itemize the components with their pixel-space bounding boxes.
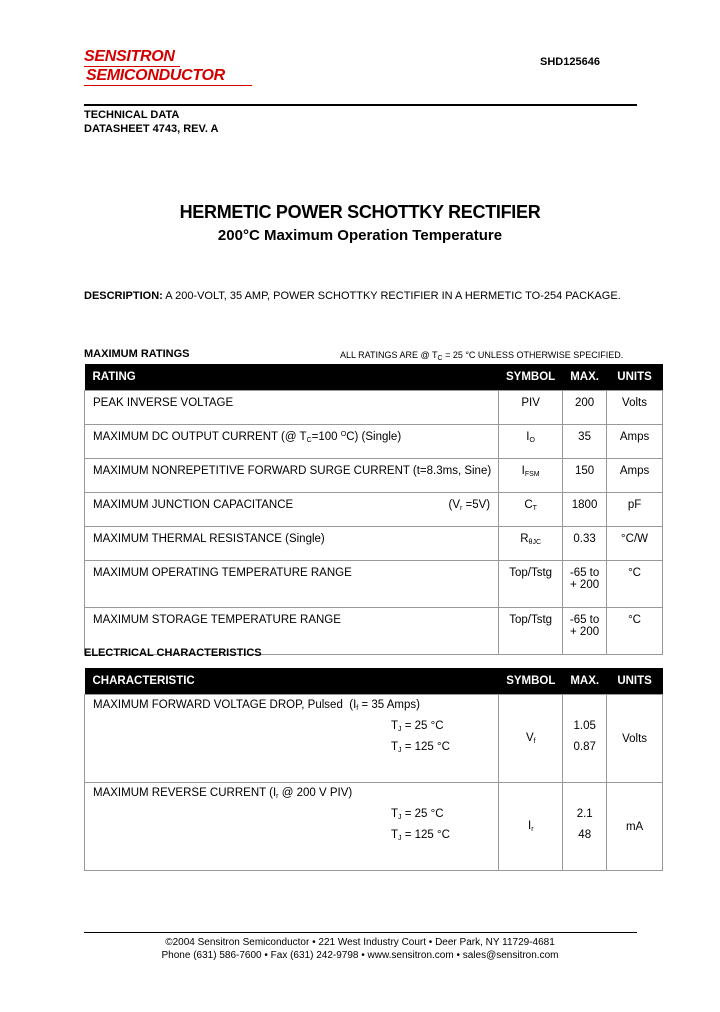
rating-units: Amps	[607, 425, 663, 459]
rating-symbol: $C_T$	[499, 493, 563, 527]
description-label: DESCRIPTION:	[84, 290, 163, 302]
rating-units: °C/W	[607, 527, 663, 561]
characteristic-max: 1.05 0.87	[563, 695, 607, 783]
rating-max: -65 to + 200	[563, 608, 607, 655]
rating-symbol: $R_{\theta JC}$	[499, 527, 563, 561]
electrical-table	[84, 668, 663, 871]
table-row	[85, 493, 663, 527]
characteristic-symbol: $V_f$	[499, 695, 563, 783]
characteristic-symbol: $I_r$	[499, 783, 563, 871]
footer-address: ©2004 Sensitron Semiconductor • 221 West Industry Court • Deer Park, NY 11729-4681	[165, 937, 555, 948]
column-header: SYMBOL	[499, 364, 563, 391]
rating-name: MAXIMUM JUNCTION CAPACITANCE $(V_r =5V)$	[85, 493, 499, 527]
characteristic-units: mA	[607, 783, 663, 871]
document-subtitle: 200°C Maximum Operation Temperature	[217, 227, 503, 244]
max-ratings-heading: MAXIMUM RATINGS	[84, 348, 190, 360]
ratings-note: ALL RATINGS ARE @ $T_C = 25$ °C UNLESS OTHERWISE SPECIFIED.	[340, 350, 624, 362]
column-header: RATING	[85, 364, 499, 391]
rating-max: 35	[563, 425, 607, 459]
column-header: UNITS	[607, 668, 663, 695]
document-title: HERMETIC POWER SCHOTTKY RECTIFIER	[179, 202, 541, 222]
table-row	[85, 695, 663, 783]
logo-line-1: SENSITRON	[84, 48, 180, 67]
electrical-heading: ELECTRICAL CHARACTERISTICS	[84, 647, 262, 659]
rating-name: MAXIMUM THERMAL RESISTANCE (Single)	[85, 527, 499, 561]
characteristic-name: MAXIMUM REVERSE CURRENT ($I_r$ @ 200 V PIV) $T_J = 25$ °C $T_J = 125$ °C	[85, 783, 499, 871]
table-header-row	[85, 668, 663, 695]
max-ratings-table	[84, 364, 663, 655]
rating-name: MAXIMUM DC OUTPUT CURRENT (@ $T_C=100$ $^O$C) (Single)	[85, 425, 499, 459]
rating-max: 200	[563, 391, 607, 425]
column-header: SYMBOL	[499, 668, 563, 695]
rating-units: °C	[607, 561, 663, 608]
rating-name: MAXIMUM STORAGE TEMPERATURE RANGE	[85, 608, 499, 655]
rating-symbol: $I_{FSM}$	[499, 459, 563, 493]
rating-max: 1800	[563, 493, 607, 527]
logo-line-2: SEMICONDUCTOR	[84, 67, 252, 86]
rating-units: pF	[607, 493, 663, 527]
company-logo	[84, 48, 252, 86]
rating-symbol: PIV	[499, 391, 563, 425]
table-row	[85, 527, 663, 561]
column-header: UNITS	[607, 364, 663, 391]
column-header: MAX.	[563, 364, 607, 391]
rating-max: 0.33	[563, 527, 607, 561]
rating-name: MAXIMUM OPERATING TEMPERATURE RANGE	[85, 561, 499, 608]
technical-data-label: TECHNICAL DATA	[84, 109, 180, 121]
table-row	[85, 425, 663, 459]
description	[84, 289, 636, 304]
description-text: A 200-VOLT, 35 AMP, POWER SCHOTTKY RECTIFIER IN A HERMETIC TO-254 PACKAGE.	[165, 290, 621, 302]
rating-units: °C	[607, 608, 663, 655]
table-row	[85, 561, 663, 608]
table-row	[85, 459, 663, 493]
part-number: SHD125646	[540, 56, 600, 68]
rating-max: -65 to + 200	[563, 561, 607, 608]
rating-units: Volts	[607, 391, 663, 425]
table-row	[85, 391, 663, 425]
rating-symbol: Top/Tstg	[499, 561, 563, 608]
characteristic-max: 2.1 48	[563, 783, 607, 871]
rating-units: Amps	[607, 459, 663, 493]
rating-max: 150	[563, 459, 607, 493]
footer-contact: Phone (631) 586-7600 • Fax (631) 242-9798 • www.sensitron.com • sales@sensitron.com	[161, 950, 559, 961]
rating-symbol: $I_O$	[499, 425, 563, 459]
characteristic-name: MAXIMUM FORWARD VOLTAGE DROP, Pulsed ($I_f = 35$ Amps) $T_J = 25$ °C $T_J = 125$ °C	[85, 695, 499, 783]
table-row	[85, 783, 663, 871]
column-header: CHARACTERISTIC	[85, 668, 499, 695]
rating-symbol: Top/Tstg	[499, 608, 563, 655]
rating-name: MAXIMUM NONREPETITIVE FORWARD SURGE CURRENT (t=8.3ms, Sine)	[85, 459, 499, 493]
rating-name: PEAK INVERSE VOLTAGE	[85, 391, 499, 425]
characteristic-units: Volts	[607, 695, 663, 783]
document-info	[84, 108, 219, 136]
table-header-row	[85, 364, 663, 391]
column-header: MAX.	[563, 668, 607, 695]
footer-divider	[84, 932, 637, 933]
datasheet-revision: DATASHEET 4743, REV. A	[84, 123, 219, 135]
header-divider	[84, 104, 637, 106]
